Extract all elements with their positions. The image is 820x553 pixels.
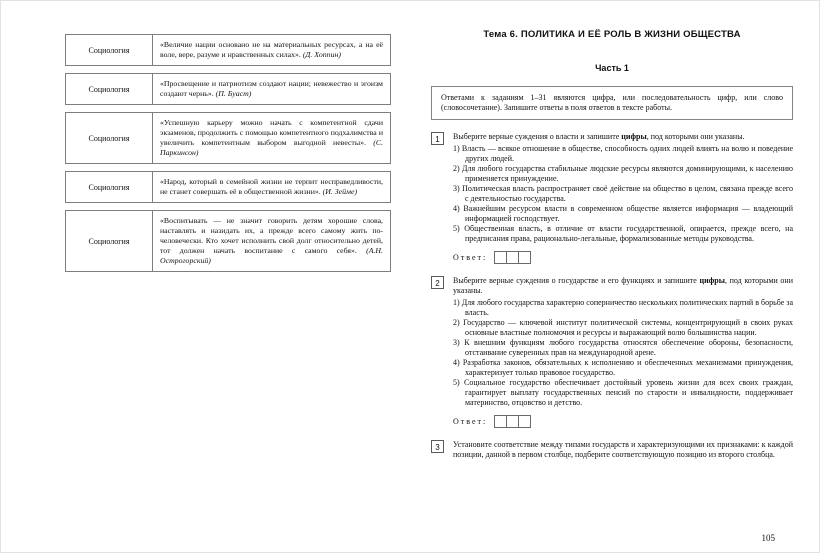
task-intro-text: Выберите верные суждения о власти и запишите [453,132,622,141]
task-body [453,132,793,264]
task [431,276,793,428]
answer-row [453,415,793,428]
answer-cells [494,251,531,264]
table-row [65,34,391,66]
quote-text: «Народ, который в семейной жизни не терпит несправедливости, не станет совершать её в общественной жизни». [160,177,383,196]
answer-label: Ответ: [453,416,488,426]
answer-cell [518,251,531,264]
quote-text: «Величие нации основано не на материальных ресурсах, а на её воле, вере, разуме и нравственных силах». [160,40,383,59]
table-row [65,73,391,105]
answer-label: Ответ: [453,252,488,262]
task-body [453,276,793,428]
quote-author: (П. Буаст) [215,89,252,98]
quote-cell [153,211,390,271]
task-options [453,298,793,408]
task-options [453,144,793,244]
task-option: 1) Для любого государства характерно соперничество нескольких политических партий в борьбе за власть. [453,298,793,317]
quote-author: (Д. Хоппин) [302,50,341,59]
task-intro [453,440,793,460]
task-intro-text: Установите соответствие между типами государств и характеризующими их признаками: к каждой позиции, данной в первом столбце, подберите соответствующую позицию из второго столбца. [453,440,793,459]
task-intro [453,276,793,296]
quote-author: (И. Зейме) [322,187,358,196]
task-option: 2) Государство — ключевой институт политической системы, концентрирующий в своих руках основные властные полномочия и ресурсы и выражающий волю большинства нации. [453,318,793,337]
task-number: 2 [431,276,444,289]
quote-cell [153,113,390,163]
quote-text: «Просвещение и патриотизм создают нации; невежество и эгоизм создают чернь». [160,79,383,98]
exam-page-column [431,29,793,460]
quote-cell [153,172,390,202]
page-number: 105 [761,533,775,543]
task-option: 4) Важнейшим ресурсом власти в современном обществе является информация — владеющий информацией господствует. [453,204,793,223]
task [431,132,793,264]
quote-cell [153,74,390,104]
task-option: 1) Власть — всякое отношение в обществе, способность одних людей влиять на волю и поведение других людей. [453,144,793,163]
quote-author: (С. Паркинсон) [160,138,384,157]
answer-cells [494,415,531,428]
task-option: 4) Разработка законов, обязательных к исполнению и обеспеченных механизмами принуждения, характеризует только правовое государство. [453,358,793,377]
term-cell: Социология [66,172,153,202]
chapter-title: Тема 6. ПОЛИТИКА И ЕЁ РОЛЬ В ЖИЗНИ ОБЩЕСТВА [483,29,741,40]
task-option: 3) К внешним функциям любого государства относятся обеспечение обороны, безопасности, отстаивание суверенных прав на международной арене. [453,338,793,357]
answer-cell [518,415,531,428]
term-cell: Социология [66,211,153,271]
term-cell: Социология [66,74,153,104]
term-cell: Социология [66,113,153,163]
table-row [65,171,391,203]
task-intro-bold: цифры [621,132,647,141]
quote-text: «Воспитывать — не значит говорить детям хорошие слова, наставлять и назидать их, а прежде всего самому жить по-человечески. Кто хочет исполнить свой долг относительно детей, тот должен начать воспитание с самого себя». [160,216,383,255]
task-option: 5) Общественная власть, в отличие от власти государственной, опирается, прежде всего, на предписания права, рационально-легальные, формализованные методы руководства. [453,224,793,243]
table-row [65,112,391,164]
quote-author: (А.Н. Острогорский) [160,246,383,265]
task-intro-text: , под которыми они указаны. [453,276,793,295]
part-heading: Часть 1 [595,63,629,73]
task-body [453,440,793,460]
quote-cell [153,35,390,65]
instruction-box: Ответами к заданиям 1–31 являются цифра, или последовательность цифр, или слово (словосочетание). Запишите ответы в поля ответов в тексте работы. [431,86,793,120]
term-cell: Социология [66,35,153,65]
answer-row [453,251,793,264]
task-option: 2) Для любого государства стабильные людские ресурсы являются доминирующими, к населению применяется принуждение. [453,164,793,183]
quote-text: «Успешную карьеру можно начать с компетентной сдачи экзаменов, продолжить с помощью компетентного подхалимства и увеличить компетентным выбором выгодной невесты». [160,118,383,147]
task [431,440,793,460]
sociology-table [65,34,391,279]
task-intro-text: Выберите верные суждения о государстве и его функциях и запишите [453,276,700,285]
task-intro-text: , под которыми они указаны. [646,132,745,141]
task-intro-bold: цифры [699,276,725,285]
task-option: 3) Политическая власть распространяет своё действие на общество в целом, связана прежде всего с деятельностью государства. [453,184,793,203]
task-option: 5) Социальное государство обеспечивает достойный уровень жизни для всех своих граждан, гарантирует выплату государственных пенсий по старости и инвалидности, поддерживает материнство, отцовство и детство. [453,378,793,407]
task-number: 1 [431,132,444,145]
table-row [65,210,391,272]
task-intro [453,132,793,142]
task-number: 3 [431,440,444,453]
